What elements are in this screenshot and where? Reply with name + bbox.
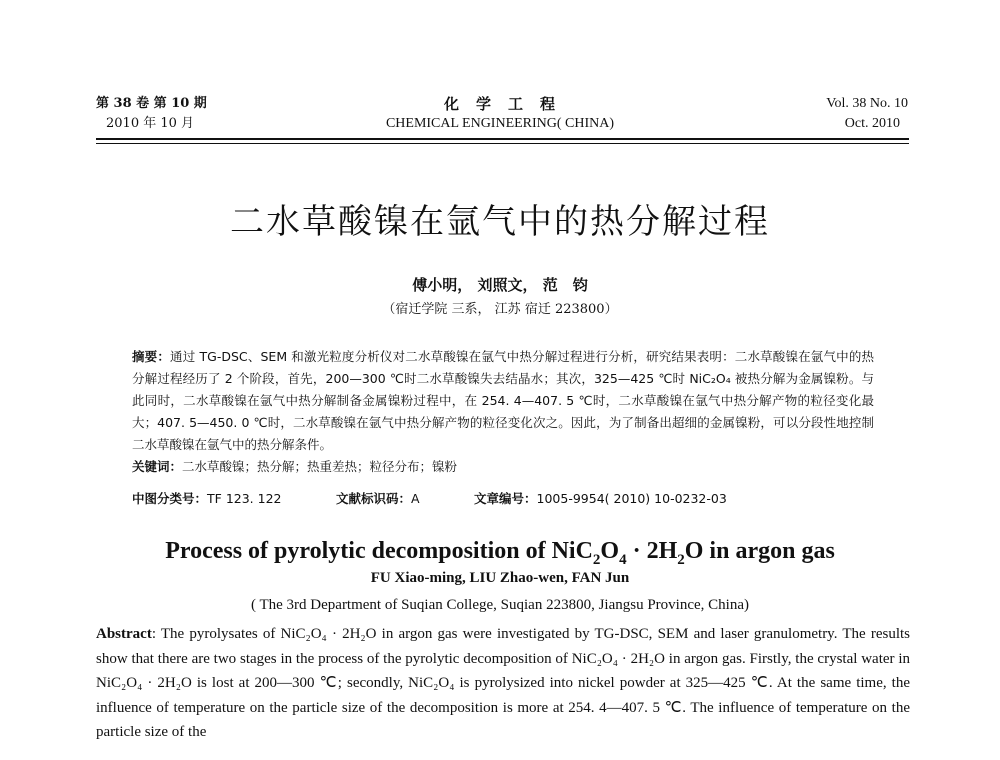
affiliation-cn: （宿迁学院 三系， 江苏 宿迁 223800） — [382, 302, 618, 317]
clc-row — [132, 489, 281, 507]
date-cn: 2010 年 10 月 — [106, 116, 195, 131]
header-rule-bottom — [96, 143, 909, 144]
article-no-label: 文章编号： — [474, 491, 537, 506]
abstract-cn — [132, 346, 874, 478]
header-rule-top — [96, 138, 909, 140]
date-en: Oct. 2010 — [844, 116, 900, 131]
authors-cn: 傅小明， 刘照文， 范 钧 — [412, 276, 588, 294]
doc-code-row — [336, 489, 420, 507]
volume-issue-en: Vol. 38 No. 10 — [826, 96, 908, 111]
abstract-en-label: Abstract — [96, 626, 152, 642]
clc-label: 中图分类号： — [132, 491, 208, 506]
affiliation-en: ( The 3rd Department of Suqian College, Suqian 223800, Jiangsu Province, China) — [251, 597, 749, 613]
paper-title-en: Process of pyrolytic decomposition of $NiC_2O_4 \cdot 2H_2O$ in argon gas — [165, 538, 835, 568]
abstract-cn-text: 通过 TG-DSC、SEM 和激光粒度分析仪对二水草酸镍在氩气中热分解过程进行分析，研究结果表明：二水草酸镍在氩气中的热分解过程经历了 2 个阶段，首先，200—300 ℃时二水草酸镍失去结晶水；其次，325—425 ℃时 NiC₂O₄ 被热分解为金属镍粉。与此同时，二水草酸镍在氩气中热分解制备金属镍粉过程中，在 254. 4—407. 5 ℃时，二水草酸镍在氩气中热分解产物的粒径变化最大；407. 5—450. 0 ℃时，二水草酸镍在氩气中热分解产物的粒径变化次之。因此，为了制备出超细的金属镍粉，可以分段性地控制二水草酸镍在氩气中的热分解条件。 — [132, 349, 874, 452]
paper-title-cn: 二水草酸镍在氩气中的热分解过程 — [230, 202, 770, 242]
abstract-cn-label: 摘要： — [132, 349, 171, 364]
volume-issue-cn: 第 38 卷 第 10 期 — [96, 96, 207, 111]
keywords-cn-label: 关键词： — [132, 459, 183, 474]
doc-code-value: A — [411, 491, 420, 506]
journal-title-en: CHEMICAL ENGINEERING( CHINA) — [385, 116, 615, 131]
authors-en: FU Xiao-ming, LIU Zhao-wen, FAN Jun — [370, 570, 630, 586]
clc-value: TF 123. 122 — [207, 491, 282, 506]
article-no-value: 1005-9954( 2010) 10-0232-03 — [536, 491, 727, 506]
abstract-en-text: : The pyrolysates of NiC₂O₄ · 2H₂O in argon gas were investigated by TG-DSC, SEM and laser granulometry. The results show that there are two stages in the process of the pyrolytic decomposition of NiC₂O₄ · 2H₂O in argon gas. Firstly, the crystal water in NiC₂O₄ · 2H₂O is lost at 200—300 ℃; secondly, NiC₂O₄ is pyrolysized into nickel powder at 325—425 ℃. At the same time, the influence of temperature on the particle size of the decomposition is more at 254. 4—407. 5 ℃. The influence of temperature on the particle size of the — [96, 626, 910, 740]
keywords-cn: 二水草酸镍；热分解；热重差热；粒径分布；镍粉 — [182, 459, 458, 474]
journal-title-cn: 化 学 工 程 — [443, 95, 556, 113]
doc-code-label: 文献标识码： — [336, 491, 412, 506]
abstract-en — [96, 622, 910, 745]
article-no-row — [474, 489, 727, 507]
